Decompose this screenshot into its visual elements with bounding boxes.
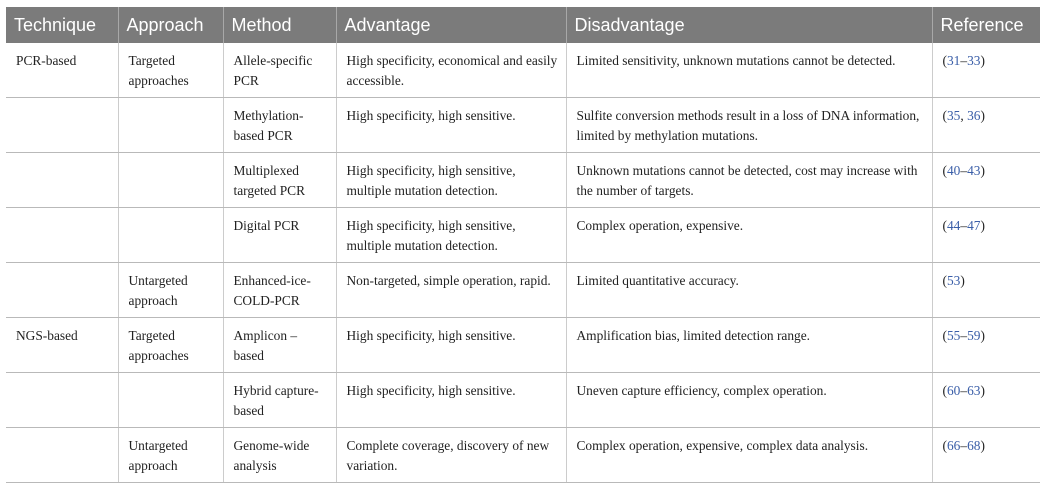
ref-paren-open: ( [942, 108, 947, 123]
comparison-table [6, 7, 1040, 483]
cell-approach: Targeted approaches [118, 43, 223, 98]
table-row [6, 318, 1040, 373]
cell-technique [6, 208, 118, 263]
cell-reference [932, 208, 1040, 263]
reference-link[interactable]: 55 [946, 328, 961, 343]
cell-method: Digital PCR [223, 208, 336, 263]
cell-reference [932, 43, 1040, 98]
cell-technique [6, 263, 118, 318]
table-row [6, 43, 1040, 98]
cell-approach [118, 153, 223, 208]
cell-method: Allele-specific PCR [223, 43, 336, 98]
cell-disadvantage: Unknown mutations cannot be detected, cost may increase with the number of targets. [566, 153, 932, 208]
table-row [6, 208, 1040, 263]
ref-paren-close: ) [980, 218, 985, 233]
cell-approach [118, 208, 223, 263]
cell-method: Genome-wide analysis [223, 428, 336, 483]
table-row [6, 373, 1040, 428]
cell-disadvantage: Complex operation, expensive. [566, 208, 932, 263]
header-advantage: Advantage [336, 7, 566, 43]
cell-technique [6, 428, 118, 483]
cell-reference [932, 153, 1040, 208]
cell-technique: PCR-based [6, 43, 118, 98]
ref-paren-open: ( [942, 328, 947, 343]
ref-paren-close: ) [980, 383, 985, 398]
reference-link[interactable]: 63 [967, 383, 981, 398]
ref-paren-close: ) [980, 53, 985, 68]
reference-link[interactable]: 59 [967, 328, 981, 343]
reference-link[interactable]: 31 [946, 53, 961, 68]
cell-advantage: High specificity, high sensitive. [336, 318, 566, 373]
cell-disadvantage: Limited sensitivity, unknown mutations cannot be detected. [566, 43, 932, 98]
ref-paren-close: ) [980, 163, 985, 178]
ref-separator: – [960, 383, 968, 398]
table-row [6, 263, 1040, 318]
ref-paren-open: ( [942, 218, 947, 233]
cell-method: Multiplexed targeted PCR [223, 153, 336, 208]
reference-link[interactable]: 35 [946, 108, 961, 123]
reference-link[interactable]: 43 [967, 163, 981, 178]
ref-paren-close: ) [980, 328, 985, 343]
cell-advantage: Non-targeted, simple operation, rapid. [336, 263, 566, 318]
cell-disadvantage: Uneven capture efficiency, complex operation. [566, 373, 932, 428]
cell-advantage: High specificity, high sensitive. [336, 98, 566, 153]
reference-link[interactable]: 36 [967, 108, 981, 123]
cell-advantage: High specificity, economical and easily accessible. [336, 43, 566, 98]
cell-approach: Targeted approaches [118, 318, 223, 373]
ref-paren-open: ( [942, 273, 947, 288]
reference-link[interactable]: 40 [946, 163, 961, 178]
cell-technique: NGS-based [6, 318, 118, 373]
reference-link[interactable]: 44 [946, 218, 961, 233]
ref-paren-close: ) [980, 438, 985, 453]
reference-link[interactable]: 33 [967, 53, 981, 68]
cell-technique [6, 153, 118, 208]
table-row [6, 98, 1040, 153]
ref-separator: – [960, 218, 968, 233]
ref-paren-open: ( [942, 383, 947, 398]
reference-link[interactable]: 68 [967, 438, 981, 453]
cell-reference [932, 98, 1040, 153]
cell-reference [932, 373, 1040, 428]
reference-link[interactable]: 53 [946, 273, 961, 288]
table-row [6, 153, 1040, 208]
cell-approach: Untargeted approach [118, 428, 223, 483]
header-approach: Approach [118, 7, 223, 43]
cell-approach [118, 373, 223, 428]
cell-method: Enhanced-ice-COLD-PCR [223, 263, 336, 318]
cell-method: Amplicon –based [223, 318, 336, 373]
header-technique: Technique [6, 7, 118, 43]
ref-paren-close: ) [960, 273, 965, 288]
ref-paren-open: ( [942, 53, 947, 68]
cell-technique [6, 98, 118, 153]
cell-advantage: Complete coverage, discovery of new variation. [336, 428, 566, 483]
cell-disadvantage: Amplification bias, limited detection range. [566, 318, 932, 373]
cell-approach: Untargeted approach [118, 263, 223, 318]
cell-reference [932, 318, 1040, 373]
cell-reference [932, 428, 1040, 483]
cell-advantage: High specificity, high sensitive, multiple mutation detection. [336, 153, 566, 208]
ref-separator: – [960, 53, 968, 68]
ref-separator: , [960, 108, 968, 123]
cell-disadvantage: Limited quantitative accuracy. [566, 263, 932, 318]
cell-advantage: High specificity, high sensitive, multiple mutation detection. [336, 208, 566, 263]
reference-link[interactable]: 66 [946, 438, 961, 453]
cell-technique [6, 373, 118, 428]
header-row [6, 7, 1040, 43]
ref-paren-open: ( [942, 163, 947, 178]
table-row [6, 428, 1040, 483]
header-method: Method [223, 7, 336, 43]
cell-reference [932, 263, 1040, 318]
cell-disadvantage: Sulfite conversion methods result in a loss of DNA information, limited by methylation mutations. [566, 98, 932, 153]
cell-advantage: High specificity, high sensitive. [336, 373, 566, 428]
ref-paren-open: ( [942, 438, 947, 453]
cell-approach [118, 98, 223, 153]
cell-method: Methylation-based PCR [223, 98, 336, 153]
ref-paren-close: ) [980, 108, 985, 123]
reference-link[interactable]: 47 [967, 218, 981, 233]
header-disadvantage: Disadvantage [566, 7, 932, 43]
ref-separator: – [960, 328, 968, 343]
ref-separator: – [960, 438, 968, 453]
ref-separator: – [960, 163, 968, 178]
cell-disadvantage: Complex operation, expensive, complex data analysis. [566, 428, 932, 483]
cell-method: Hybrid capture-based [223, 373, 336, 428]
header-reference: Reference [932, 7, 1040, 43]
reference-link[interactable]: 60 [946, 383, 961, 398]
